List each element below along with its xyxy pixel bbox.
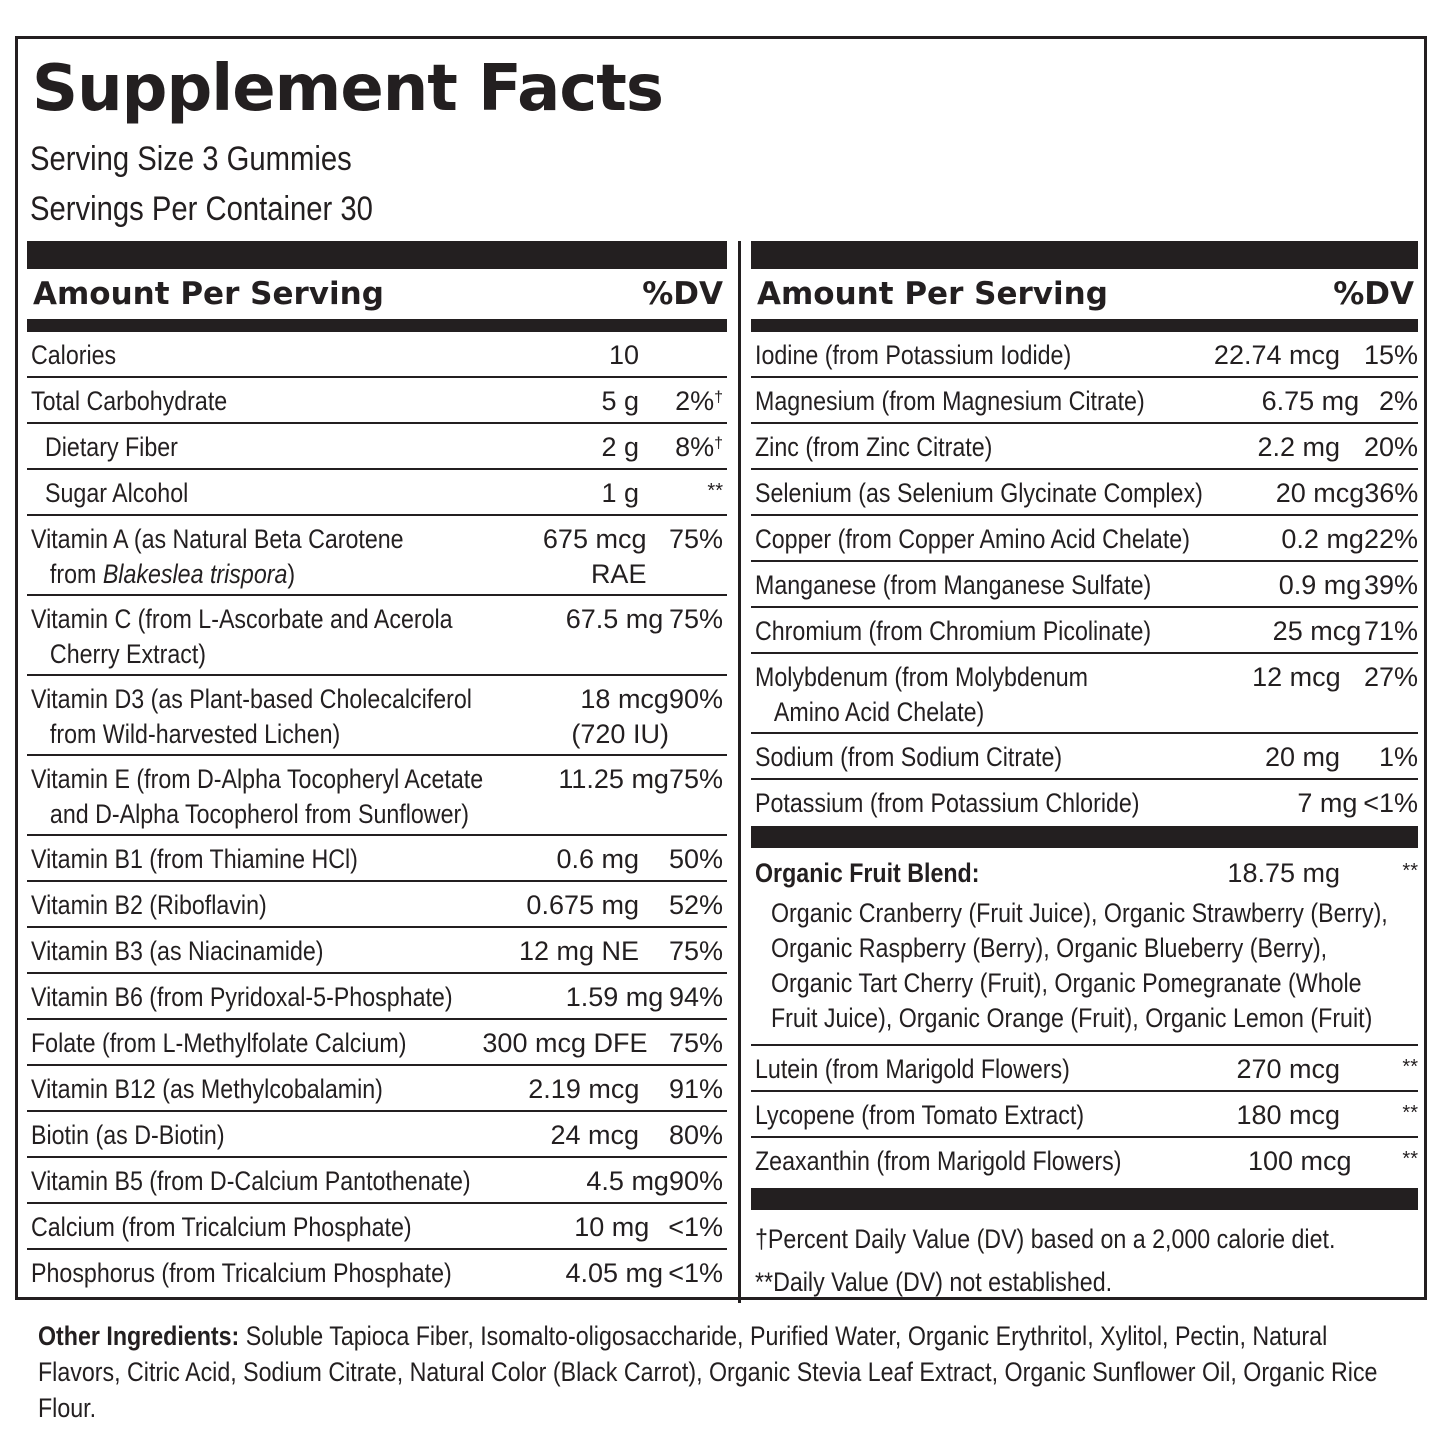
organic-fruit-blend <box>751 848 1418 1046</box>
nutrient-row-sodium: Sodium (from Sodium Citrate) 20 mg 1% <box>751 734 1418 780</box>
other-ingredients-label: Other Ingredients: <box>38 1321 240 1351</box>
footnote-stars: **Daily Value (DV) not established. <box>755 1267 1113 1297</box>
nutrient-row-vitamin-b12: Vitamin B12 (as Methylcobalamin) 2.19 mcg 91% <box>27 1066 727 1112</box>
left-column <box>27 241 727 1300</box>
nutrient-row-potassium: Potassium (from Potassium Chloride) 7 mg <1% <box>755 788 1418 818</box>
nutrient-row-iodine: Iodine (from Potassium Iodide) 22.74 mcg 15% <box>751 332 1418 378</box>
header-bar <box>27 241 727 269</box>
nutrient-row-chromium: Chromium (from Chromium Picolinate) 25 mcg 71% <box>751 608 1418 654</box>
nutrient-row-phosphorus: Phosphorus (from Tricalcium Phosphate) 4.05 mg <1% <box>31 1258 723 1288</box>
nutrient-row-lycopene: Lycopene (from Tomato Extract) 180 mcg ** <box>751 1092 1418 1138</box>
footer-bar <box>751 1188 1418 1210</box>
nutrient-row-vitamin-a: Vitamin A (as Natural Beta Carotene from Blakeslea trispora) 675 mcg RAE 75% <box>27 516 727 596</box>
nutrient-row-molybdenum: Molybdenum (from Molybdenum Amino Acid Chelate) 12 mcg 27% <box>751 654 1418 734</box>
nutrient-row-zeaxanthin: Zeaxanthin (from Marigold Flowers) 100 mcg ** <box>755 1146 1418 1176</box>
nutrient-row-vitamin-e: Vitamin E (from D-Alpha Tocopheryl Acetate and D-Alpha Tocopherol from Sunflower) 11.25 mg 75% <box>27 756 727 836</box>
nutrient-row-folate: Folate (from L-Methylfolate Calcium) 300 mcg DFE 75% <box>27 1020 727 1066</box>
section-bar <box>751 826 1418 848</box>
dv-label: %DV <box>642 276 723 312</box>
dv-label: %DV <box>1333 276 1414 312</box>
nutrient-row-vitamin-b5: Vitamin B5 (from D-Calcium Pantothenate) 4.5 mg 90% <box>27 1158 727 1204</box>
nutrient-row-vitamin-b2: Vitamin B2 (Riboflavin) 0.675 mg 52% <box>27 882 727 928</box>
right-column <box>751 241 1418 1304</box>
amount-per-serving-label: Amount Per Serving <box>757 276 1108 312</box>
nutrient-row-copper: Copper (from Copper Amino Acid Chelate) 0.2 mg 22% <box>751 516 1418 562</box>
column-divider <box>738 241 741 1303</box>
nutrient-row-biotin: Biotin (as D-Biotin) 24 mcg 80% <box>27 1112 727 1158</box>
nutrient-row-vitamin-b1: Vitamin B1 (from Thiamine HCl) 0.6 mg 50% <box>27 836 727 882</box>
header-bar <box>751 241 1418 269</box>
nutrient-row-vitamin-b3: Vitamin B3 (as Niacinamide) 12 mg NE 75% <box>27 928 727 974</box>
nutrient-row-magnesium: Magnesium (from Magnesium Citrate) 6.75 mg 2% <box>751 378 1418 424</box>
nutrient-row-dietary-fiber: Dietary Fiber 2 g 8%† <box>27 424 727 470</box>
nutrient-row-vitamin-b6: Vitamin B6 (from Pyridoxal-5-Phosphate) 1.59 mg 94% <box>27 974 727 1020</box>
serving-size: Serving Size 3 Gummies <box>30 140 352 178</box>
header-rule <box>751 319 1418 332</box>
nutrient-row-manganese: Manganese (from Manganese Sulfate) 0.9 mg 39% <box>751 562 1418 608</box>
nutrient-row-lutein: Lutein (from Marigold Flowers) 270 mcg ** <box>751 1046 1418 1092</box>
amount-per-serving-label: Amount Per Serving <box>33 276 384 312</box>
blend-heading-row: Organic Fruit Blend: 18.75 mg ** <box>755 858 1418 888</box>
table-header <box>27 269 727 319</box>
page-title: Supplement Facts <box>32 52 663 126</box>
header-rule <box>27 319 727 332</box>
servings-per-container: Servings Per Container 30 <box>30 190 373 228</box>
blend-ingredients: Organic Cranberry (Fruit Juice), Organic Strawberry (Berry), Organic Raspberry (Berry), Organic Blueberry (Berry), Organic Tart Cherry (Fruit), Organic Pomegranate (Whole Fruit Juice), Organic Orange (Fruit), Organic Lemon (Fruit) <box>771 898 1388 1033</box>
supplement-facts-panel <box>15 36 1427 1300</box>
nutrient-row-vitamin-c: Vitamin C (from L-Ascorbate and Acerola Cherry Extract) 67.5 mg 75% <box>27 596 727 676</box>
nutrient-row-calories: Calories 10 <box>27 332 727 378</box>
nutrient-row-vitamin-d3: Vitamin D3 (as Plant-based Cholecalciferol from Wild-harvested Lichen) 18 mcg (720 IU) 90% <box>27 676 727 756</box>
nutrient-row-calcium: Calcium (from Tricalcium Phosphate) 10 mg <1% <box>27 1204 727 1250</box>
footnotes <box>751 1218 1418 1304</box>
other-ingredients <box>38 1318 1418 1426</box>
other-ingredients-text: Soluble Tapioca Fiber, Isomalto-oligosaccharide, Purified Water, Organic Erythritol, Xylitol, Pectin, Natural Flavors, Citric Acid, Sodium Citrate, Natural Color (Black Carrot), Organic Stevia Leaf Extract, Organic Sunflower Oil, Organic Rice Flour. <box>38 1321 1378 1423</box>
table-header <box>751 269 1418 319</box>
nutrient-row-sugar-alcohol: Sugar Alcohol 1 g ** <box>27 470 727 516</box>
nutrient-row-total-carbohydrate: Total Carbohydrate 5 g 2%† <box>27 378 727 424</box>
footnote-dagger: †Percent Daily Value (DV) based on a 2,000 calorie diet. <box>755 1224 1336 1254</box>
nutrient-row-zinc: Zinc (from Zinc Citrate) 2.2 mg 20% <box>751 424 1418 470</box>
nutrient-row-selenium: Selenium (as Selenium Glycinate Complex) 20 mcg 36% <box>751 470 1418 516</box>
